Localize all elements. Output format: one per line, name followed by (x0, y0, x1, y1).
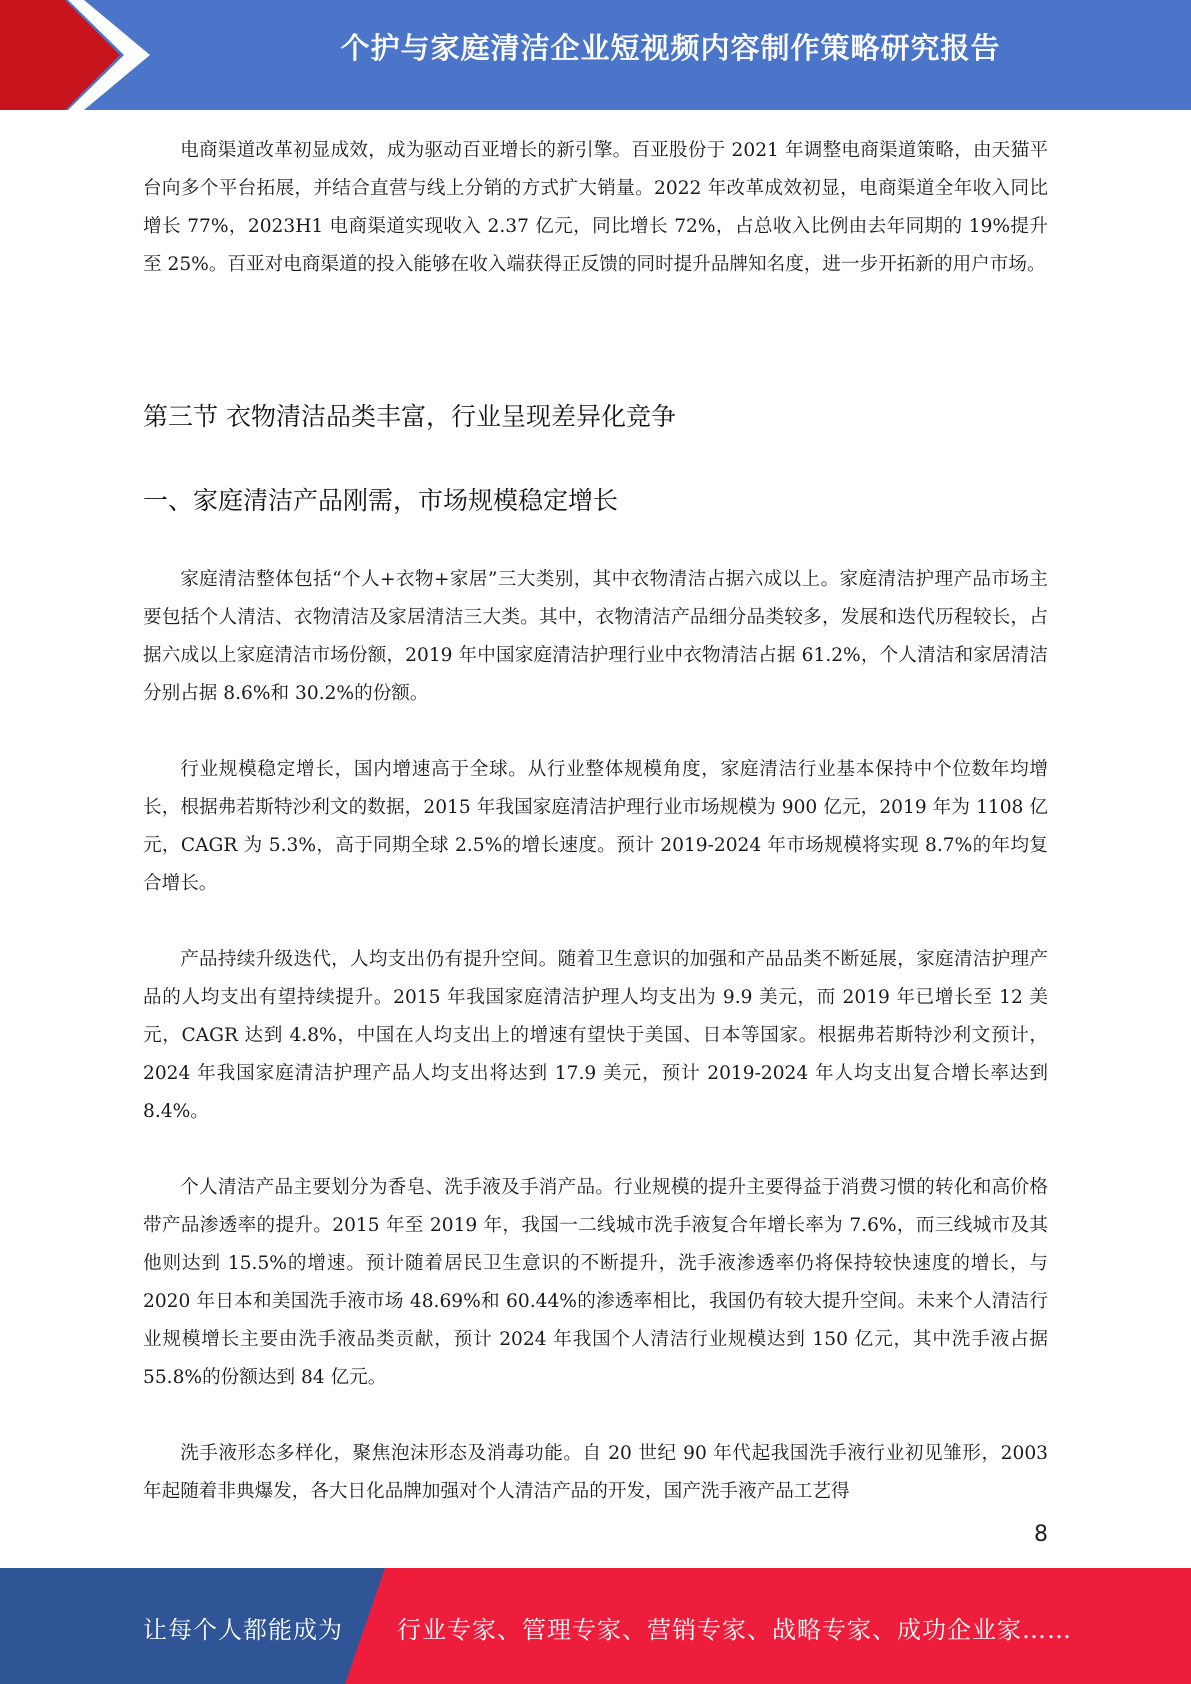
report-title: 个护与家庭清洁企业短视频内容制作策略研究报告 (340, 31, 1001, 65)
page-number: 8 (1034, 1522, 1048, 1547)
spacer (143, 1131, 1048, 1169)
page-header (0, 0, 1191, 110)
paragraph-personal-cleaning: 个人清洁产品主要划分为香皂、洗手液及手消产品。行业规模的提升主要得益于消费习惯的转化和高价格带产品渗透率的提升。2015 年至 2019 年，我国一二线城市洗手液复合年增长率为 7.6%，而三线城市及其他则达到 15.5%的增速。预计随着居民卫生意识的不断提升，洗手液渗透率仍将保持较快速度的增长，与 2020 年日本和美国洗手液市场 48.69%和 60.44%的渗透率相比，我国仍有较大提升空间。未来个人清洁行业规模增长主要由洗手液品类贡献，预计 2024 年我国个人清洁行业规模达到 150 亿元，其中洗手液占据 55.8%的份额达到 84 亿元。 (143, 1177, 1048, 1388)
spacer (143, 284, 1048, 397)
spacer (143, 521, 1048, 561)
paragraph-per-capita-spending: 产品持续升级迭代，人均支出仍有提升空间。随着卫生意识的加强和产品品类不断延展，家庭清洁护理产品的人均支出有望持续提升。2015 年我国家庭清洁护理人均支出为 9.9 美元，而 2019 年已增长至 12 美元，CAGR 达到 4.8%，中国在人均支出上的增速有望快于美国、日本等国家。根据弗若斯特沙利文预计，2024 年我国家庭清洁护理产品人均支出将达到 17.9 美元，预计 2019-2024 年人均支出复合增长率达到 8.4%。 (143, 949, 1048, 1122)
paragraph-hand-wash-forms: 洗手液形态多样化，聚焦泡沫形态及消毒功能。自 20 世纪 90 年代起我国洗手液行业初见雏形，2003 年起随着非典爆发，各大日化品牌加强对个人清洁产品的开发，国产洗手液产品工艺得 (143, 1443, 1048, 1502)
paragraph-industry-scale: 行业规模稳定增长，国内增速高于全球。从行业整体规模角度，家庭清洁行业基本保持中个位数年均增长，根据弗若斯特沙利文的数据，2015 年我国家庭清洁护理行业市场规模为 900 亿元，2019 年为 1108 亿元，CAGR 为 5.3%，高于同期全球 2.5%的增长速度。预计 2019-2024 年市场规模将实现 8.7%的年均复合增长。 (143, 759, 1048, 894)
header-chevron-decoration (0, 0, 160, 110)
footer-slogan-right: 行业专家、管理专家、营销专家、战略专家、成功企业家…… (397, 1616, 1072, 1644)
paragraph-household-cleaning: 家庭清洁整体包括“个人+衣物+家居”三大类别，其中衣物清洁占据六成以上。家庭清洁护理产品市场主要包括个人清洁、衣物清洁及家居清洁三大类。其中，衣物清洁产品细分品类较多，发展和迭代历程较长，占据六成以上家庭清洁市场份额，2019 年中国家庭清洁护理行业中衣物清洁占据 61.2%，个人清洁和家居清洁分别占据 8.6%和 30.2%的份额。 (143, 569, 1048, 704)
spacer (143, 437, 1048, 481)
intro-paragraph: 电商渠道改革初显成效，成为驱动百亚增长的新引擎。百亚股份于 2021 年调整电商渠道策略，由天猫平台向多个平台拓展，并结合直营与线上分销的方式扩大销量。2022 年改革成效初显，电商渠道全年收入同比增长 77%，2023H1 电商渠道实现收入 2.37 亿元，同比增长 72%，占总收入比例由去年同期的 19%提升至 25%。百亚对电商渠道的投入能够在收入端获得正反馈的同时提升品牌知名度，进一步开拓新的用户市场。 (143, 140, 1048, 275)
spacer (143, 713, 1048, 751)
subsection-heading: 一、家庭清洁产品刚需，市场规模稳定增长 (143, 486, 619, 515)
footer-slogan-left: 让每个人都能成为 (143, 1616, 343, 1644)
spacer (143, 903, 1048, 941)
section-heading: 第三节 衣物清洁品类丰富，行业呈现差异化竞争 (143, 402, 676, 431)
page-content (143, 132, 1048, 1511)
page-footer (0, 1568, 1191, 1684)
spacer (143, 1397, 1048, 1435)
